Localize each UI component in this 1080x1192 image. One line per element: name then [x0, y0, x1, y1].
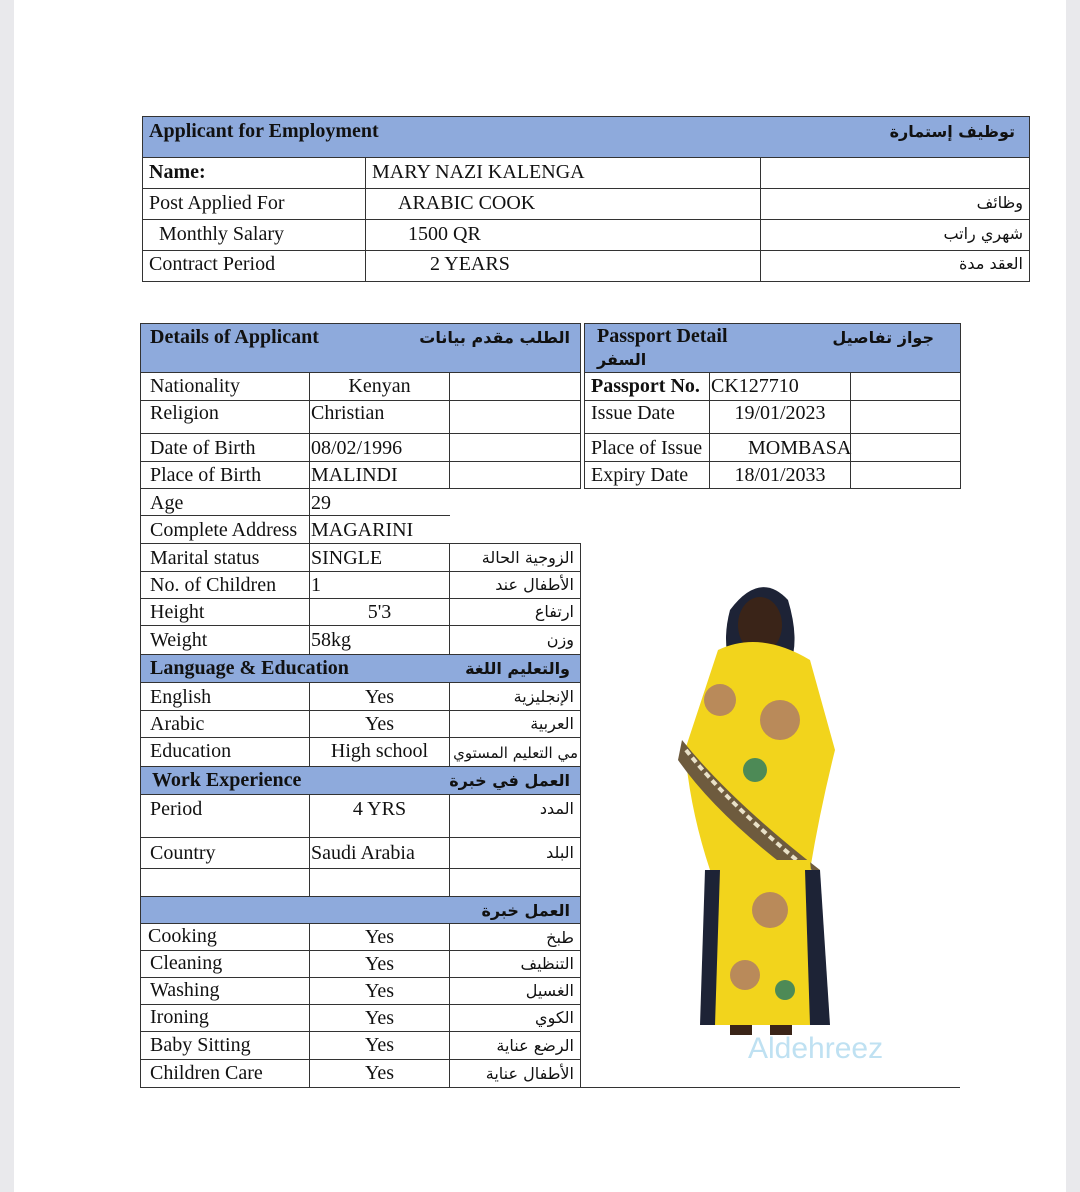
details-label: Age [140, 488, 310, 516]
details-label: Height [140, 598, 310, 626]
details-label: Complete Address [140, 515, 310, 544]
details-ar: الزوجية الحالة [449, 543, 581, 572]
passport-value: CK127710 [709, 372, 851, 401]
passport-title-ar: جواز تفاصيل [832, 328, 934, 347]
skill-value: Yes [309, 1059, 450, 1088]
passport-title-ar2: السفر [597, 350, 647, 369]
details-label: Weight [140, 625, 310, 655]
details-value: 29 [309, 488, 450, 516]
employment-value: MARY NAZI KALENGA [365, 157, 761, 189]
skill-value: Yes [309, 977, 450, 1005]
experience-header [140, 766, 581, 795]
skill-ar: الكوي [449, 1004, 581, 1032]
details-value: 5'3 [309, 598, 450, 626]
employment-header [142, 116, 1030, 158]
passport-header [584, 323, 961, 373]
skill-ar: الأطفال عناية [449, 1059, 581, 1088]
details-header [140, 323, 581, 373]
experience-value: 4 YRS [309, 794, 450, 838]
skill-value: Yes [309, 1031, 450, 1060]
language-value: Yes [309, 710, 450, 738]
employment-value: 2 YEARS [365, 250, 761, 282]
skill-label: Baby Sitting [140, 1031, 310, 1060]
passport-label: Expiry Date [584, 461, 710, 489]
language-title-ar: والتعليم اللغة [465, 659, 570, 678]
language-value: Yes [309, 682, 450, 711]
details-label: Marital status [140, 543, 310, 572]
language-ar: الإنجليزية [449, 682, 581, 711]
experience-title-ar: العمل في خبرة [449, 771, 570, 790]
employment-ar [760, 157, 1030, 189]
skill-label: Children Care [140, 1059, 310, 1088]
passport-label: Place of Issue [584, 433, 710, 462]
empty-cell [850, 372, 961, 401]
skill-ar: الرضع عناية [449, 1031, 581, 1060]
skill-value: Yes [309, 950, 450, 978]
language-label: Education [140, 737, 310, 767]
details-value: MALINDI [309, 461, 450, 489]
details-ar: وزن [449, 625, 581, 655]
details-ar: ارتفاع [449, 598, 581, 626]
details-label: Religion [140, 400, 310, 434]
empty-cell [449, 868, 581, 897]
language-header [140, 654, 581, 683]
details-value: 58kg [309, 625, 450, 655]
skill-label: Cooking [140, 923, 310, 951]
passport-title: Passport Detail [597, 325, 728, 347]
details-value: Kenyan [309, 372, 450, 401]
employment-label: Post Applied For [142, 188, 366, 220]
skill-label: Cleaning [140, 950, 310, 978]
empty-cell [140, 868, 310, 897]
applicant-photo [660, 570, 860, 1040]
employment-title: Applicant for Employment [149, 120, 379, 142]
employment-ar: العقد مدة [760, 250, 1030, 282]
employment-title-ar: توظيف إستمارة [889, 122, 1015, 141]
experience-value: Saudi Arabia [309, 837, 450, 869]
details-label: Place of Birth [140, 461, 310, 489]
details-label: Nationality [140, 372, 310, 401]
language-ar: مي التعليم المستوي [449, 737, 581, 767]
bottom-rule [580, 1087, 960, 1088]
empty-cell [850, 400, 961, 434]
passport-label: Issue Date [584, 400, 710, 434]
skill-ar: طبخ [449, 923, 581, 951]
experience-ar: المدد [449, 794, 581, 838]
skill-value: Yes [309, 923, 450, 951]
language-label: English [140, 682, 310, 711]
skills-header [140, 896, 581, 924]
passport-value: MOMBASA [709, 433, 851, 462]
details-ar: الأطفال عند [449, 571, 581, 599]
skill-ar: التنظيف [449, 950, 581, 978]
passport-value: 18/01/2033 [709, 461, 851, 489]
details-value: SINGLE [309, 543, 450, 572]
details-label: Date of Birth [140, 433, 310, 462]
details-value: 1 [309, 571, 450, 599]
skill-ar: الغسيل [449, 977, 581, 1005]
experience-ar: البلد [449, 837, 581, 869]
details-title: Details of Applicant [150, 326, 319, 348]
details-ar [449, 400, 581, 434]
details-label: No. of Children [140, 571, 310, 599]
empty-cell [309, 868, 450, 897]
language-title: Language & Education [150, 657, 349, 679]
skill-label: Washing [140, 977, 310, 1005]
experience-label: Country [140, 837, 310, 869]
language-label: Arabic [140, 710, 310, 738]
details-value: Christian [309, 400, 450, 434]
employment-label: Name: [142, 157, 366, 189]
skill-value: Yes [309, 1004, 450, 1032]
experience-title: Work Experience [152, 769, 302, 791]
empty-cell [850, 461, 961, 489]
skill-label: Ironing [140, 1004, 310, 1032]
passport-value: 19/01/2023 [709, 400, 851, 434]
details-value: 08/02/1996 [309, 433, 450, 462]
language-ar: العربية [449, 710, 581, 738]
empty-cell [850, 433, 961, 462]
passport-label: Passport No. [584, 372, 710, 401]
language-value: High school [309, 737, 450, 767]
details-ar [449, 372, 581, 401]
employment-label: Monthly Salary [142, 219, 366, 251]
employment-value: 1500 QR [365, 219, 761, 251]
details-value: MAGARINI [309, 515, 450, 544]
details-title-ar: الطلب مقدم بيانات [419, 328, 570, 347]
employment-label: Contract Period [142, 250, 366, 282]
details-ar [449, 433, 581, 462]
watermark: Aldehreez [748, 1032, 884, 1065]
employment-ar: شهري راتب [760, 219, 1030, 251]
details-ar [449, 461, 581, 489]
employment-ar: وظائف [760, 188, 1030, 220]
experience-label: Period [140, 794, 310, 838]
employment-value: ARABIC COOK [365, 188, 761, 220]
skills-title-ar: العمل خبرة [481, 901, 570, 920]
